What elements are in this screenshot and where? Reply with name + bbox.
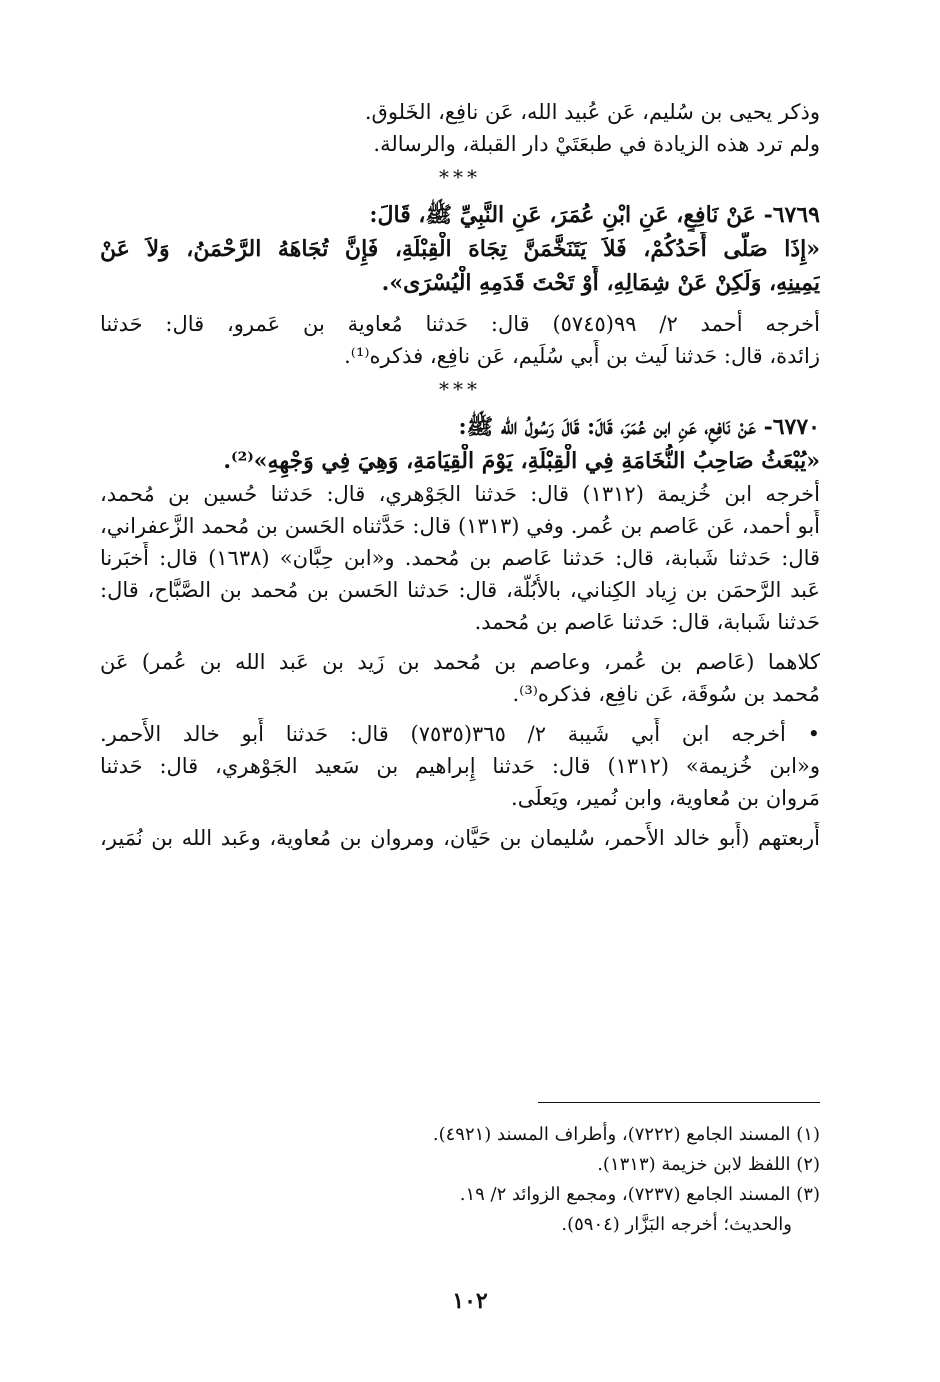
hadith-6769-header: ٦٧٦٩- عَنْ نَافِعٍ، عَنِ ابْنِ عُمَرَ، عَنِ النَّبِيِّ ﷺ، قَالَ:: [369, 202, 820, 228]
hadith-6770-header: ٦٧٧٠- عَنْ نَافِعٍ، عَنِ ابن عُمَرَ، قَالَ: قَالَ رَسُولُ الله ﷺ:: [458, 414, 820, 440]
hadith-6770-text: «يُبْعَثُ صَاحِبُ النُّخَامَةِ فِي الْقِبْلَةِ، يَوْمَ الْقِيَامَةِ، وَهِيَ فِي وَجْهِهِ»⁽²⁾.: [223, 448, 820, 474]
hadith-6769-takhrij-line-2: زائدة، قال: حَدثنا لَيث بن أَبي سُلَيم، عَن نافِع، فذكره⁽¹⁾.: [344, 344, 820, 368]
page-number: ١٠٢: [452, 1288, 488, 1314]
footnote-3-continuation: والحديث؛ أخرجه البَزَّار (٥٩٠٤).: [561, 1214, 792, 1235]
hadith-6770-four-line: أَربعتهم (أَبو خالد الأَحمر، سُليمان بن حَيَّان، ومروان بن مُعاوية، وعَبد الله بن نُمَير،: [100, 826, 820, 850]
footnote-3: (٣) المسند الجامع (٧٢٣٧)، ومجمع الزوائد ٢/ ١٩.: [459, 1184, 820, 1205]
hadith-6769-text-line-2: يَمِينِهِ، وَلَكِنْ عَنْ شِمَالِهِ، أَوْ تَحْتَ قَدَمِهِ الْيُسْرَى».: [381, 270, 820, 296]
hadith-6770-takhrij-line-4: عَبد الرَّحمَن بن زِياد الكِناني، بالأُبُلَّة، قال: حَدثنا الحَسن بن مُحمد بن الصَّبَّاح، قال:: [100, 578, 820, 602]
hadith-6770-both-line-1: كلاهما (عَاصم بن عُمر، وعاصم بن مُحمد بن زَيد بن عَبد الله بن عُمر) عَن: [100, 650, 820, 674]
main-text: [100, 96, 820, 854]
intro-line-2: ولم ترد هذه الزيادة في طبعَتَيْ دار القبلة، والرسالة.: [373, 132, 820, 156]
footnote-divider: [538, 1102, 820, 1103]
hadith-6770-bullet-line-3: مَروان بن مُعاوية، وابن نُمير، ويَعلَى.: [511, 786, 820, 810]
hadith-6770-takhrij-line-2: أَبو أحمد، عَن عَاصم بن عُمر. وفي (١٣١٣) قال: حَدَّثناه الحَسن بن مُحمد الزَّعفراني،: [100, 514, 820, 538]
footnotes: [300, 1120, 820, 1240]
footnote-2: (٢) اللفظ لابن خزيمة (١٣١٣).: [597, 1154, 820, 1175]
hadith-6770-bullet-line-1: • أخرجه ابن أَبي شَيبة ٢/ ٣٦٥(٧٥٣٥) قال: حَدثنا أَبو خالد الأَحمر.: [100, 722, 820, 746]
hadith-6769-takhrij-line-1: أخرجه أحمد ٢/ ٩٩(٥٧٤٥) قال: حَدثنا مُعاوية بن عَمرو، قال: حَدثنا: [100, 312, 820, 336]
footnote-1: (١) المسند الجامع (٧٢٢٢)، وأطراف المسند (٤٩٢١).: [432, 1124, 820, 1145]
hadith-6770-bullet-line-2: و«ابن خُزيمة» (١٣١٢) قال: حَدثنا إِبراهيم بن سَعيد الجَوْهري، قال: حَدثنا: [100, 754, 820, 778]
section-separator-1: ***: [439, 165, 481, 189]
section-separator-2: ***: [439, 377, 481, 401]
hadith-6770-takhrij-line-5: حَدثنا شَبابة، قال: حَدثنا عَاصم بن مُحمد.: [474, 610, 820, 634]
hadith-6770-takhrij-line-1: أخرجه ابن خُزيمة (١٣١٢) قال: حَدثنا الجَوْهري، قال: حَدثنا حُسين بن مُحمد،: [100, 482, 820, 506]
hadith-6770-takhrij-line-3: قال: حَدثنا شَبابة، قال: حَدثنا عَاصم بن مُحمد. و«ابن حِبَّان» (١٦٣٨) قال: أَخبَرنا: [100, 546, 820, 570]
hadith-6769-text-line-1: «إِذَا صَلَّى أَحَدُكُمْ، فَلاَ يَتَنَخَّمَنَّ تِجَاهَ الْقِبْلَةِ، فَإِنَّ تُجَاهَهُ الرَّحْمَنُ، وَلاَ عَنْ: [100, 236, 820, 262]
intro-line-1: وذكر يحيى بن سُليم، عَن عُبيد الله، عَن نافِع، الخَلوق.: [364, 100, 820, 124]
hadith-6770-both-line-2: مُحمد بن سُوقَة، عَن نافِع، فذكره⁽³⁾.: [512, 682, 820, 706]
